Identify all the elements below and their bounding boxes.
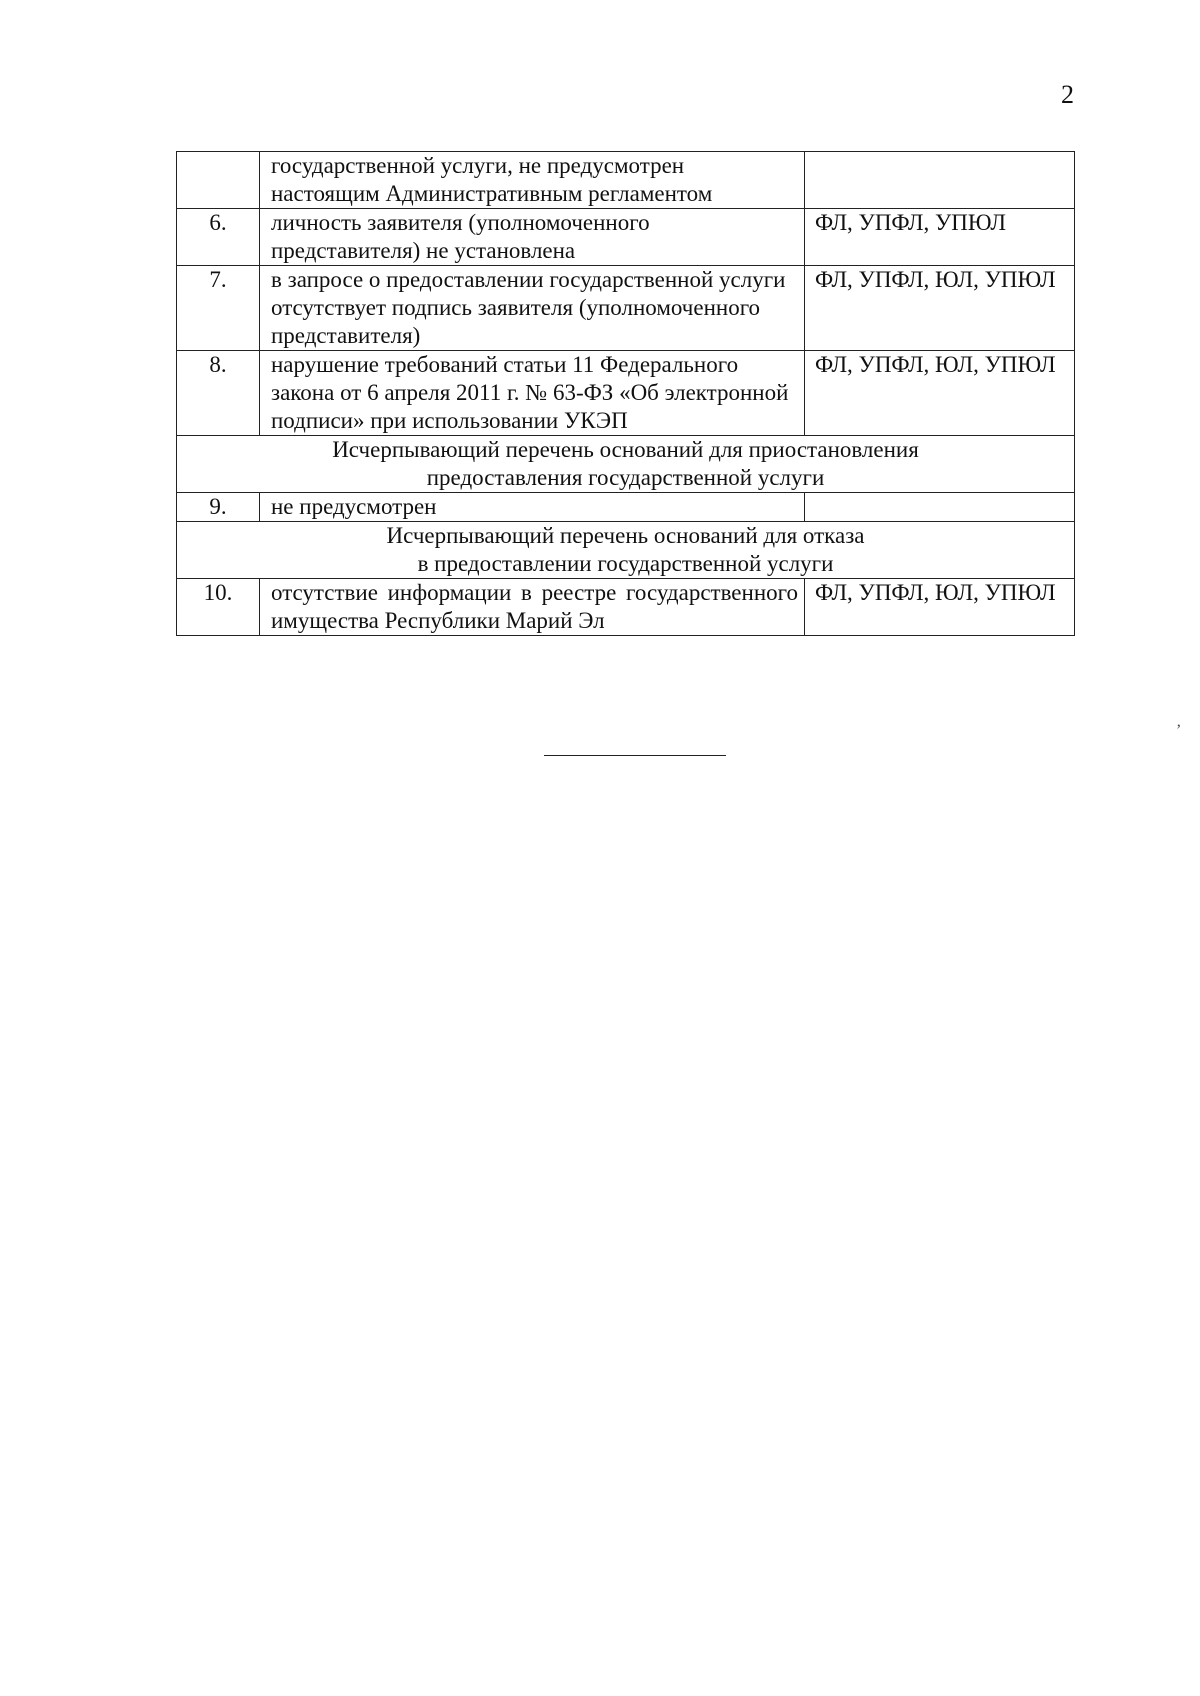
row-applicants: [805, 152, 1075, 209]
section-header-line: Исчерпывающий перечень оснований для отказа: [386, 523, 865, 548]
row-applicants: ФЛ, УПФЛ, УПЮЛ: [805, 209, 1075, 266]
table-row: [177, 351, 1075, 436]
section-header-line: Исчерпывающий перечень оснований для приостановления: [332, 437, 919, 462]
row-applicants: [805, 493, 1075, 522]
row-ground-text: нарушение требований статьи 11 Федерального закона от 6 апреля 2011 г. № 63-ФЗ «Об электронной подписи» при использовании УКЭП: [260, 351, 805, 436]
table-row: [177, 152, 1075, 209]
scan-speck: ʼ: [1176, 722, 1182, 739]
row-number: 8.: [177, 351, 260, 436]
table-row: [177, 493, 1075, 522]
section-header-line: в предоставлении государственной услуги: [417, 551, 834, 576]
section-header-row: [177, 522, 1075, 579]
row-ground-text: личность заявителя (уполномоченного представителя) не установлена: [260, 209, 805, 266]
end-of-document-rule: [544, 755, 726, 756]
page-number: 2: [1061, 80, 1074, 109]
row-number: [177, 152, 260, 209]
grounds-table: [176, 151, 1075, 636]
table-row: [177, 266, 1075, 351]
row-ground-text: не предусмотрен: [260, 493, 805, 522]
section-header-line: предоставления государственной услуги: [426, 465, 825, 490]
row-ground-text: отсутствие информации в реестре государственного имущества Республики Марий Эл: [260, 579, 805, 636]
row-applicants: ФЛ, УПФЛ, ЮЛ, УПЮЛ: [805, 266, 1075, 351]
row-ground-text: в запросе о предоставлении государственной услуги отсутствует подпись заявителя (уполномоченного представителя): [260, 266, 805, 351]
row-number: 9.: [177, 493, 260, 522]
row-applicants: ФЛ, УПФЛ, ЮЛ, УПЮЛ: [805, 579, 1075, 636]
row-applicants: ФЛ, УПФЛ, ЮЛ, УПЮЛ: [805, 351, 1075, 436]
row-number: 10.: [177, 579, 260, 636]
section-header: [177, 436, 1075, 493]
table-row: [177, 579, 1075, 636]
row-number: 7.: [177, 266, 260, 351]
section-header: [177, 522, 1075, 579]
table-row: [177, 209, 1075, 266]
row-number: 6.: [177, 209, 260, 266]
row-ground-text: государственной услуги, не предусмотрен настоящим Административным регламентом: [260, 152, 805, 209]
section-header-row: [177, 436, 1075, 493]
